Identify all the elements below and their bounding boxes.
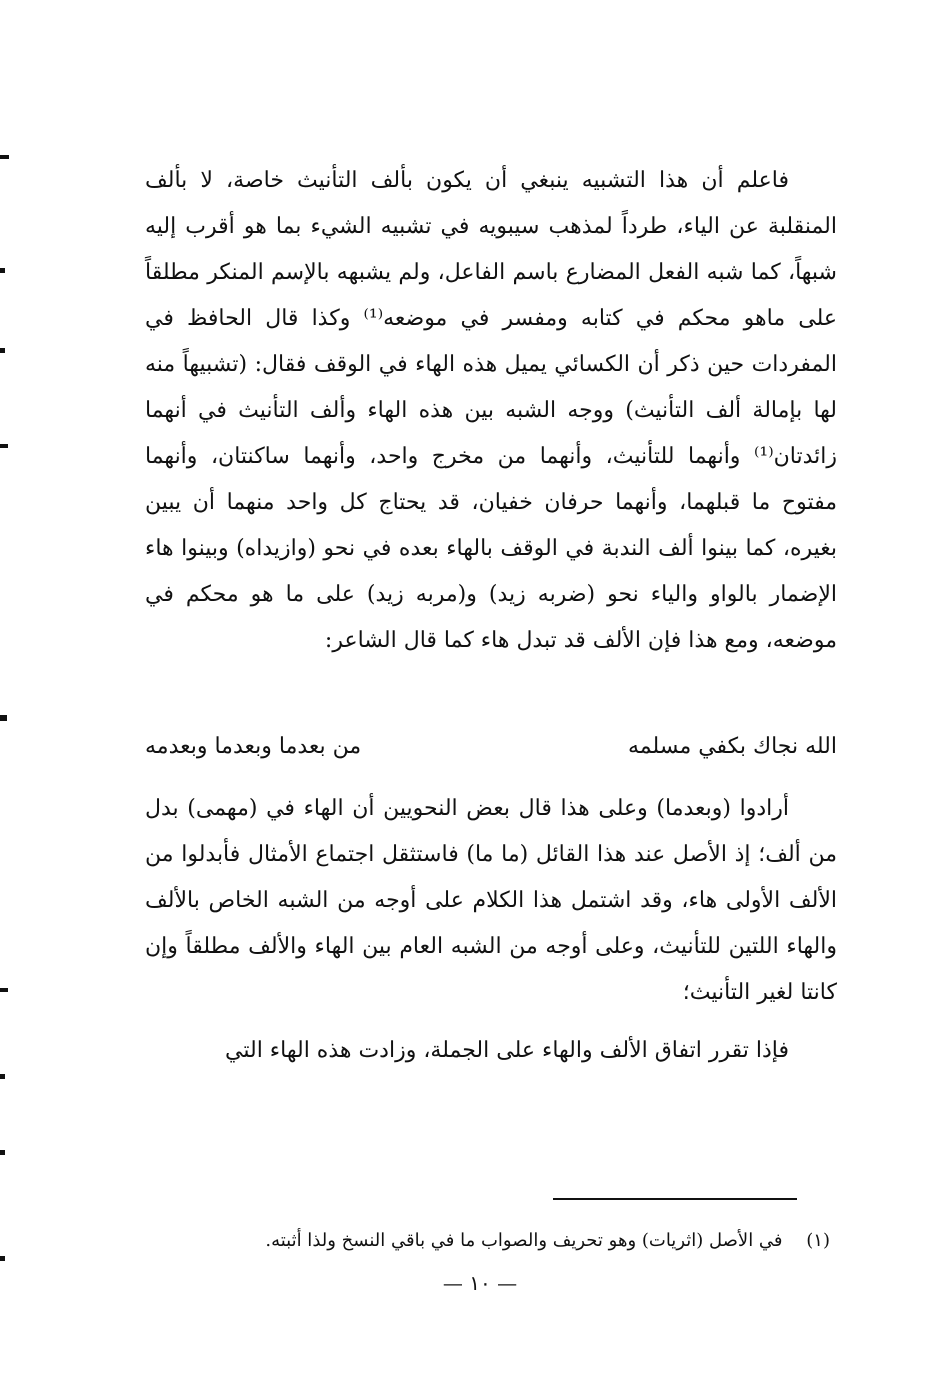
body-paragraph-3 [145,1028,837,1074]
body-paragraph-1 [145,158,837,664]
verse-first-hemistich: الله نجاك بكفي مسلمه [628,734,837,759]
footnote [190,1226,830,1256]
paragraph-text: فإذا تقرر اتفاق الألف والهاء على الجملة، وزادت هذه الهاء التي [225,1038,789,1063]
footnote-divider [553,1198,797,1200]
body-paragraph-2 [145,786,837,1016]
footnote-number: (١) [806,1230,830,1251]
paragraph-text: أرادوا (وبعدما) وعلى هذا قال بعض النحويين أن الهاء في (مهمى) بدل من ألف؛ إذ الأصل عند هذا القائل (ما ما) فاستثقل اجتماع الأمثال فأبدلوا من الألف الأولى هاء، وقد اشتمل هذا الكلام على أوجه من الشبه الخاص بالألف والهاء اللتين للتأنيث، وعلى أوجه من الشبه العام بين الهاء والألف مطلقاً وإن كانتا لغير التأنيث؛ [145,796,837,1005]
paragraph-text: فاعلم أن هذا التشبيه ينبغي أن يكون بألف التأنيث خاصة، لا بألف المنقلبة عن الياء، طرداً لمذهب سيبويه في تشبيه الشيء بما هو أقرب إليه شبهاً، كما شبه الفعل المضارع باسم الفاعل، ولم يشبهه بالإسم المنكر مطلقاً على ماهو محكم في كتابه ومفسر في موضعه⁽¹⁾ وكذا قال الحافظ في المفردات حين ذكر أن الكسائي يميل هذه الهاء في الوقف فقال: (تشبيهاً منه لها بإمالة ألف التأنيث) ووجه الشبه بين هذه الهاء وألف التأنيث في أنهما زائدتان⁽¹⁾ وأنهما للتأنيث، وأنهما من مخرج واحد، وأنهما ساكنتان، وأنهما مفتوح ما قبلهما، وأنهما حرفان خفيان، قد يحتاج كل واحد منهما أن يبين بغيره، كما بينوا ألف الندبة في الوقف بالهاء بعده في نحو (وازيداه) وبينوا هاء الإضمار بالواو والياء نحو (ضربه زيد) و(مربه زيد) على ما هو محكم في موضعه، ومع هذا فإن الألف قد تبدل هاء كما قال الشاعر: [145,168,837,653]
verse-second-hemistich: من بعدما وبعدما وبعدمه [145,734,362,759]
footnote-text: في الأصل (اثريات) وهو تحريف والصواب ما في باقي النسخ ولذا أثبته. [265,1230,783,1251]
poetry-verse [145,724,837,770]
page-number: — ١٠ — [442,1271,518,1295]
